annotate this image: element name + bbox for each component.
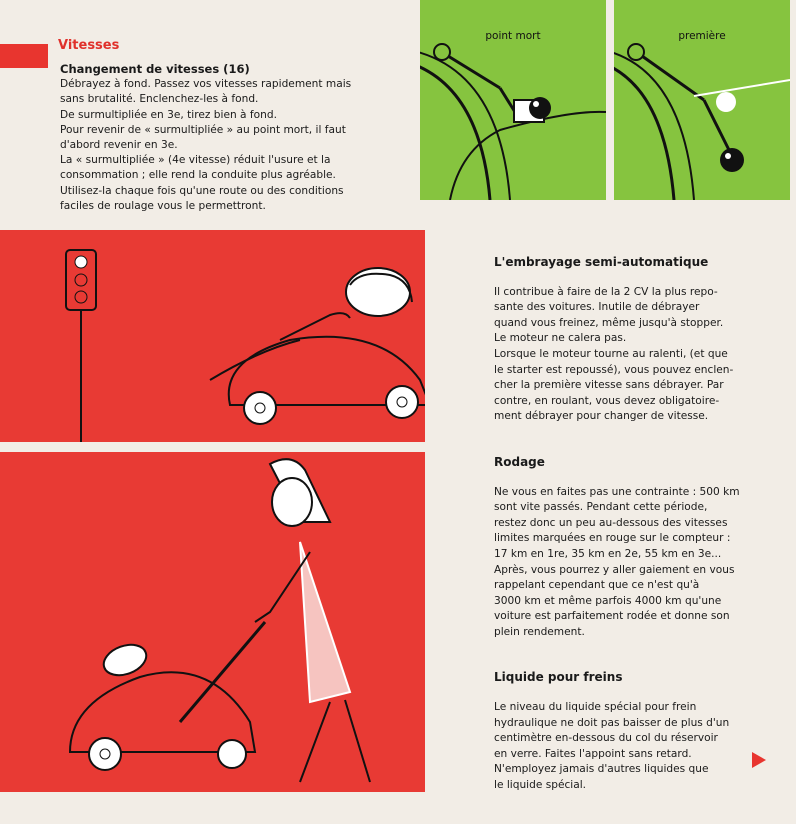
vitesses-line: Utilisez-la chaque fois qu'une route ou des conditions xyxy=(60,184,344,197)
freins-section xyxy=(494,670,769,793)
vitesses-line: faciles de roulage vous le permettront. xyxy=(60,199,266,212)
rodage-line: Ne vous en faites pas une contrainte : 500 km xyxy=(494,485,740,498)
panel-label-neutral: point mort xyxy=(485,30,541,42)
red-tab-marker xyxy=(0,44,48,68)
freins-line: Le niveau du liquide spécial pour frein xyxy=(494,701,697,714)
freins-line: le liquide spécial. xyxy=(494,779,587,792)
embrayage-line: quand vous freinez, même jusqu'à stopper. xyxy=(494,316,724,329)
embrayage-line: sante des voitures. Inutile de débrayer xyxy=(494,301,700,314)
embrayage-line: le starter est repoussé), vous pouvez enclen- xyxy=(494,363,734,376)
rodage-section xyxy=(494,455,769,641)
vitesses-line: d'abord revenir en 3e. xyxy=(60,139,178,152)
gear-panel-first xyxy=(614,0,790,200)
embrayage-line: Lorsque le moteur tourne au ralenti, (et que xyxy=(494,347,728,360)
embrayage-line: contre, en roulant, vous devez obligatoire- xyxy=(494,394,720,407)
vitesses-line: consommation ; elle rend la conduite plus agréable. xyxy=(60,169,336,182)
vitesses-text xyxy=(60,62,412,214)
rodage-line: limites marquées en rouge sur le compteur : xyxy=(494,532,731,545)
freins-line: centimètre en-dessous du col du réservoir xyxy=(494,732,718,745)
woman-pushing-car-illustration xyxy=(0,452,425,792)
vitesses-line: Pour revenir de « surmultipliée » au point mort, il faut xyxy=(60,123,346,136)
right-column-text xyxy=(494,255,769,824)
rodage-title: Rodage xyxy=(494,454,545,469)
vitesses-line: Débrayez à fond. Passez vos vitesses rapidement mais xyxy=(60,78,352,91)
freins-line: en verre. Faites l'appoint sans retard. xyxy=(494,747,692,760)
freins-line: hydraulique ne doit pas baisser de plus d'un xyxy=(494,716,730,729)
vitesses-line: De surmultipliée en 3e, tirez bien à fond. xyxy=(60,108,277,121)
section-title: Vitesses xyxy=(58,38,120,53)
gear-lever-neutral-illustration xyxy=(420,0,606,200)
gear-lever-first-illustration xyxy=(614,0,790,200)
car-at-traffic-light-illustration xyxy=(0,230,425,442)
vitesses-line: La « surmultipliée » (4e vitesse) réduit l'usure et la xyxy=(60,154,331,167)
vitesses-heading: Changement de vitesses (16) xyxy=(60,62,250,76)
rodage-line: restez donc un peu au-dessous des vitesses xyxy=(494,516,728,529)
rodage-line: plein rendement. xyxy=(494,625,585,638)
embrayage-line: Le moteur ne calera pas. xyxy=(494,332,627,345)
embrayage-line: ment débrayer pour changer de vitesse. xyxy=(494,410,709,423)
embrayage-line: cher la première vitesse sans débrayer. Par xyxy=(494,379,724,392)
rodage-line: 3000 km et même parfois 4000 km qu'une xyxy=(494,594,722,607)
rodage-line: Après, vous pourrez y aller gaiement en vous xyxy=(494,563,735,576)
rodage-line: voiture est parfaitement rodée et donne son xyxy=(494,610,730,623)
embrayage-line: Il contribue à faire de la 2 CV la plus repo- xyxy=(494,285,718,298)
freins-title: Liquide pour freins xyxy=(494,670,623,685)
rodage-line: 17 km en 1re, 35 km en 2e, 55 km en 3e... xyxy=(494,547,722,560)
freins-line: N'employez jamais d'autres liquides que xyxy=(494,763,709,776)
rodage-line: sont vite passés. Pendant cette période, xyxy=(494,501,708,514)
rodage-line: rappelant cependant que ce n'est qu'à xyxy=(494,579,700,592)
red-illustration-woman-car xyxy=(0,452,425,792)
gear-panel-neutral xyxy=(420,0,606,200)
next-page-arrow-icon[interactable] xyxy=(752,752,766,768)
embrayage-title: L'embrayage semi-automatique xyxy=(494,255,709,269)
vitesses-line: sans brutalité. Enclenchez-les à fond. xyxy=(60,93,259,106)
embrayage-section xyxy=(494,255,769,425)
panel-label-first: première xyxy=(678,30,726,42)
red-illustration-traffic-light xyxy=(0,230,425,442)
